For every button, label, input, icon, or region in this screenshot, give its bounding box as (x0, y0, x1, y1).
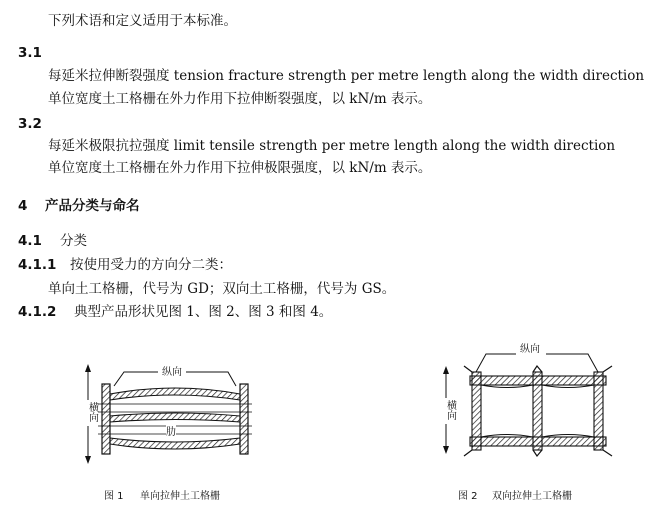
label-transverse: 横向 (86, 402, 98, 422)
figure-2-biaxial-geogrid (436, 336, 636, 466)
label-transverse: 横向 (444, 400, 456, 420)
figure-1-caption: 单向拉伸土工格栅 (140, 491, 220, 502)
section-3-1-number: 3.1 (18, 45, 42, 61)
grid-structure (464, 366, 612, 456)
section-3-2-number: 3.2 (18, 116, 42, 132)
section-4-1-number: 4.1 (18, 233, 42, 249)
figure-2-caption: 双向拉伸土工格栅 (492, 491, 572, 502)
section-4-1-2-title: 典型产品形状见图 1、图 2、图 3 和图 4。 (74, 304, 333, 320)
label-longitudinal: 纵向 (162, 367, 182, 378)
figure-1-caption-number: 图 1 (104, 491, 124, 502)
section-4-1-1-number: 4.1.1 (18, 257, 57, 273)
section-4-1-2-number: 4.1.2 (18, 304, 57, 320)
section-3-1-definition: 单位宽度土工格栅在外力作用下拉伸断裂强度，以 kN/m 表示。 (48, 91, 432, 107)
section-3-2-definition: 单位宽度土工格栅在外力作用下拉伸极限强度，以 kN/m 表示。 (48, 160, 432, 176)
section-4-1-1-title: 按使用受力的方向分二类： (70, 257, 232, 273)
section-4-1-1-text: 单向土工格栅，代号为 GD；双向土工格栅，代号为 GS。 (48, 281, 396, 297)
intro-text: 下列术语和定义适用于本标准。 (48, 13, 237, 29)
section-4-title: 产品分类与命名 (45, 198, 140, 214)
section-4-number: 4 (18, 198, 28, 214)
label-longitudinal: 纵向 (520, 344, 540, 355)
section-3-1-term: 每延米拉伸断裂强度 tension fracture strength per metre length along the width direction (48, 68, 645, 84)
figure-2-caption-number: 图 2 (458, 491, 478, 502)
section-3-2-term: 每延米极限抗拉强度 limit tensile strength per metre length along the width direction (48, 138, 616, 154)
label-rib: 肋 (166, 427, 176, 438)
figure-1-uniaxial-geogrid (76, 362, 276, 472)
section-4-1-title: 分类 (60, 233, 87, 249)
grid-structure (98, 384, 252, 454)
